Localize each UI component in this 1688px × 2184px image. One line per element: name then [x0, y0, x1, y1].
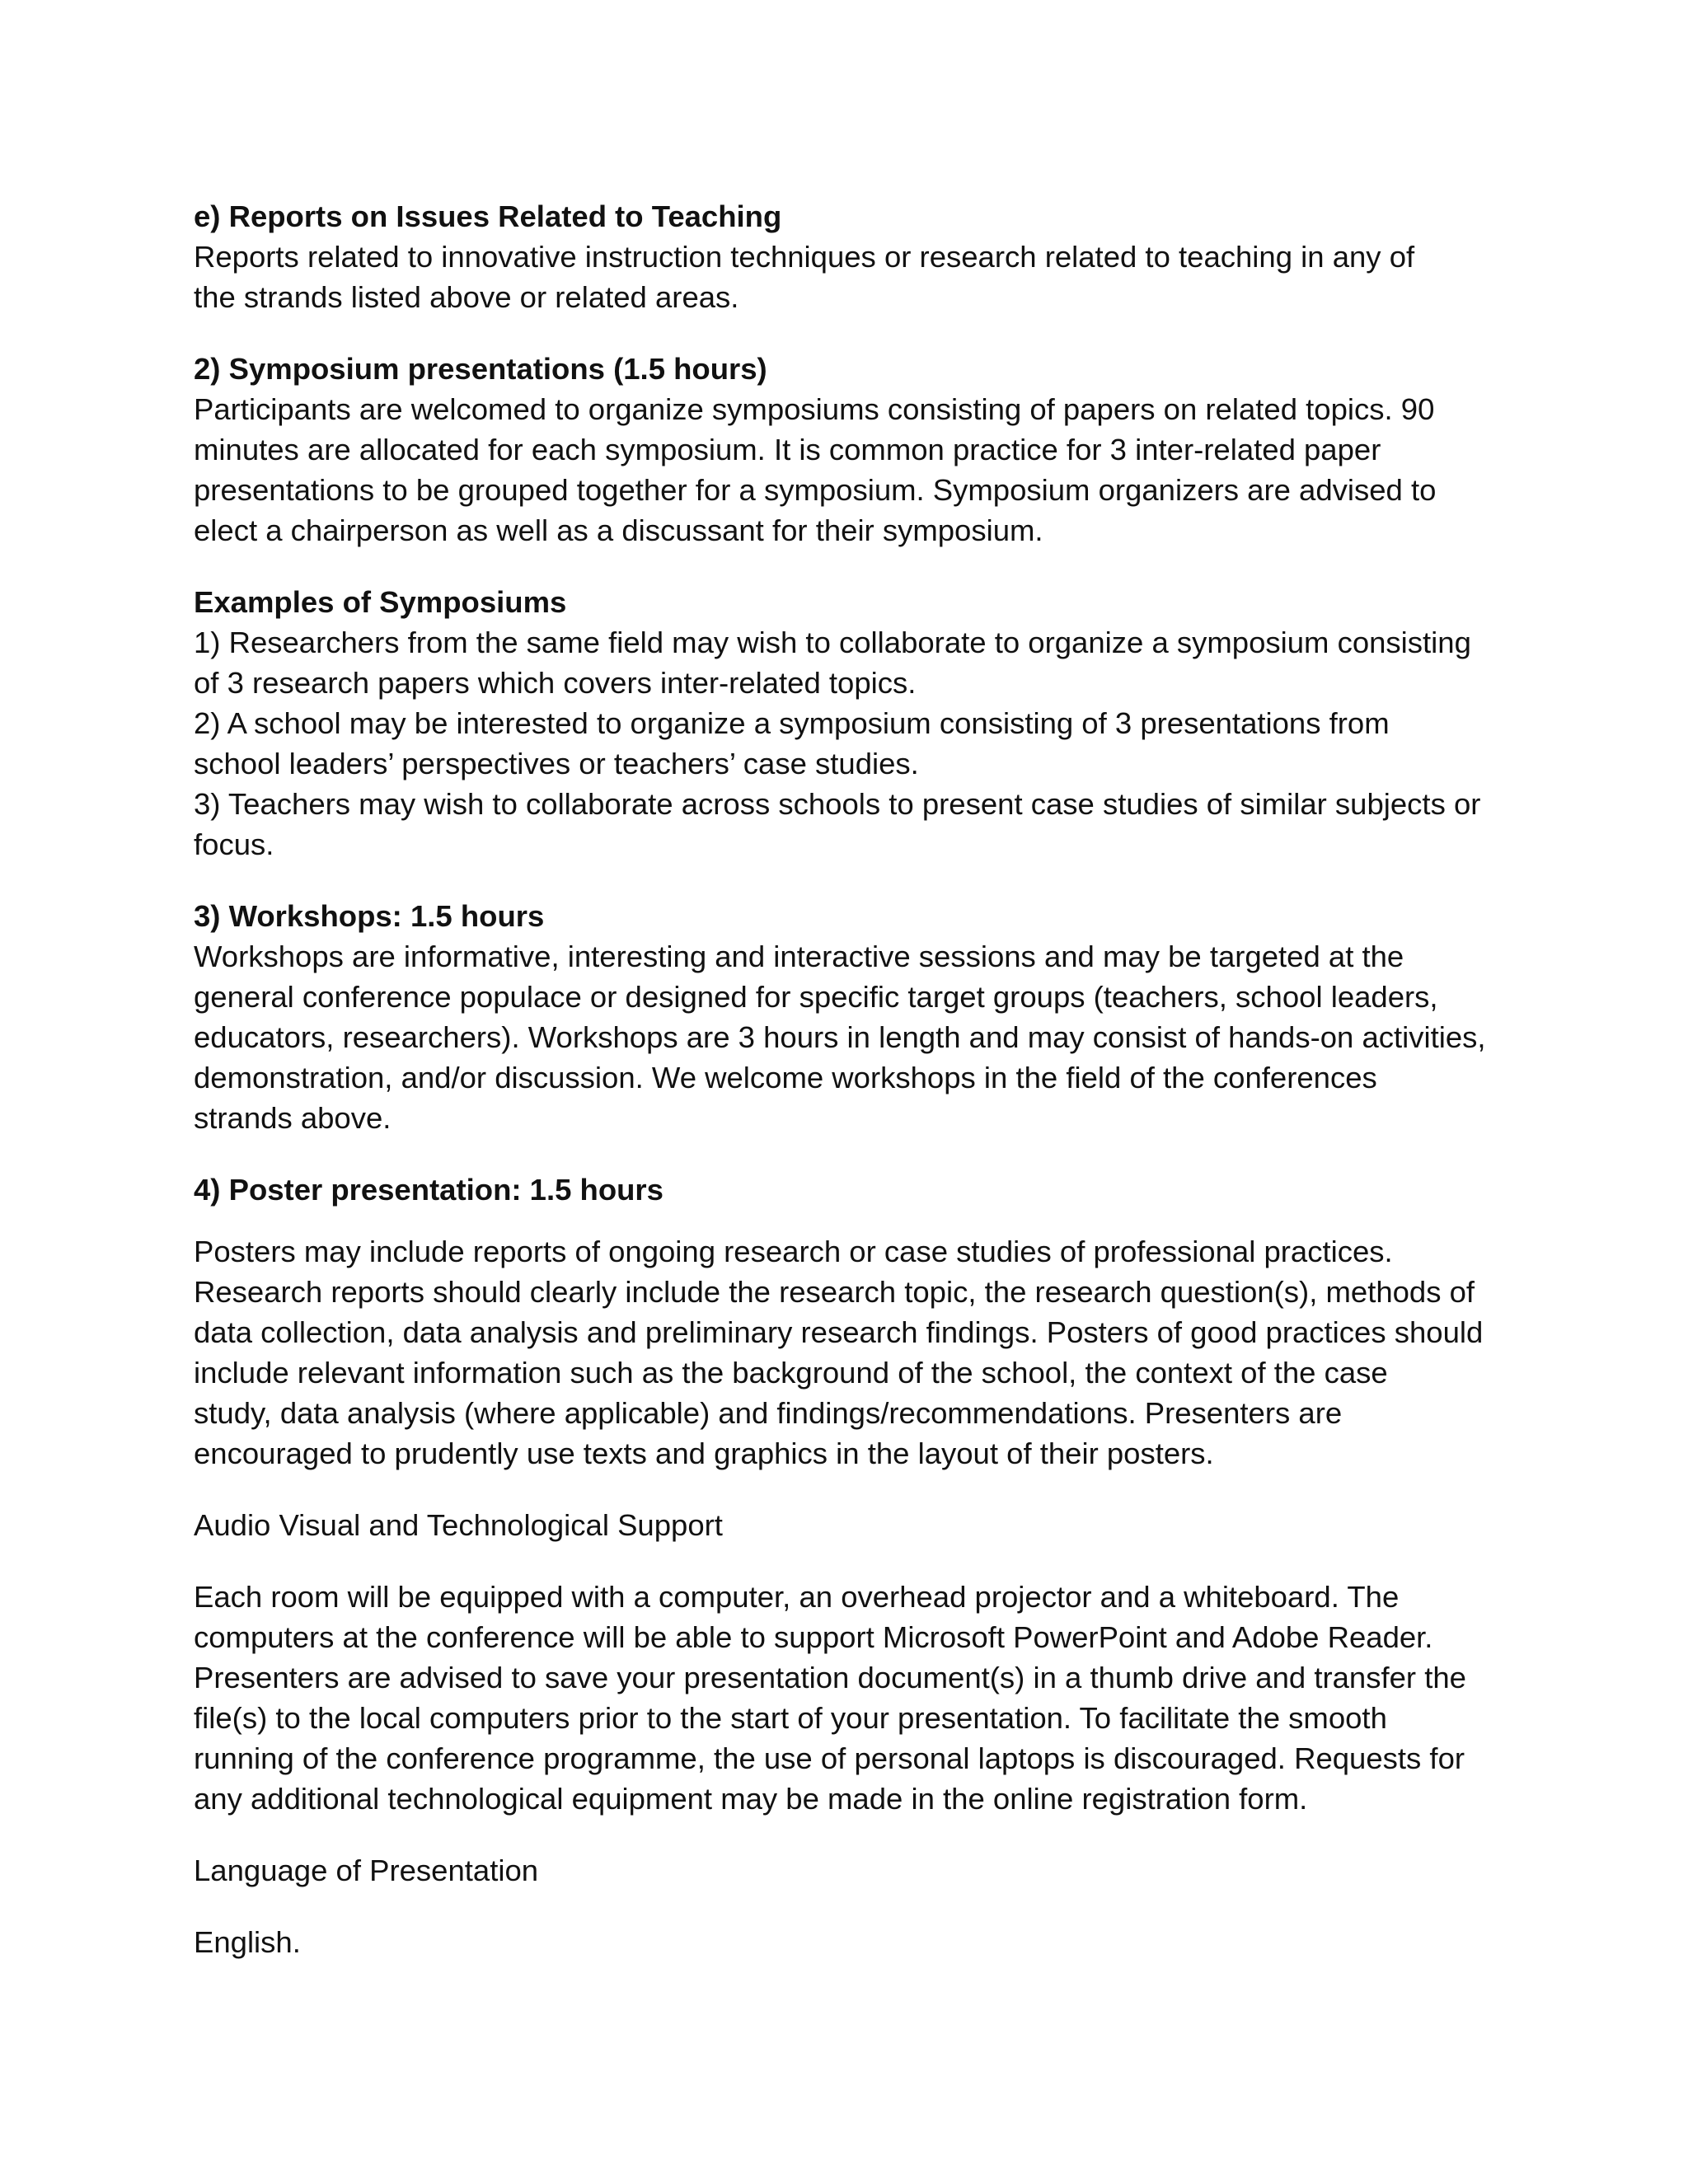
paragraph-gap	[194, 1138, 1512, 1169]
section-heading: 4) Poster presentation: 1.5 hours	[194, 1173, 663, 1207]
paragraph-gap	[194, 1819, 1512, 1850]
body-line: Participants are welcomed to organize symposiums consisting of papers on related topics. 90	[194, 392, 1435, 426]
paragraph-gap	[194, 865, 1512, 896]
body-line: any additional technological equipment may be made in the online registration form.	[194, 1782, 1308, 1816]
body-line: Workshops are informative, interesting and interactive sessions and may be targeted at the	[194, 940, 1404, 973]
body-line: 3) Teachers may wish to collaborate across schools to present case studies of similar subjects or	[194, 787, 1481, 821]
body-line: 1) Researchers from the same field may wish to collaborate to organize a symposium consisting	[194, 626, 1471, 659]
section-language	[194, 1850, 1512, 1962]
section-heading: Audio Visual and Technological Support	[194, 1508, 723, 1542]
section-symposium-examples	[194, 582, 1512, 865]
section-heading: Examples of Symposiums	[194, 585, 567, 619]
body-line: minutes are allocated for each symposium. It is common practice for 3 inter-related paper	[194, 433, 1381, 466]
section-av-support	[194, 1505, 1512, 1819]
body-line: data collection, data analysis and preliminary research findings. Posters of good practices should	[194, 1315, 1484, 1349]
section-poster	[194, 1169, 1512, 1474]
body-line: 2) A school may be interested to organize a symposium consisting of 3 presentations from	[194, 706, 1390, 740]
body-line: English.	[194, 1925, 301, 1959]
body-line: Each room will be equipped with a computer, an overhead projector and a whiteboard. The	[194, 1580, 1400, 1614]
body-line: focus.	[194, 827, 274, 861]
body-line: elect a chairperson as well as a discussant for their symposium.	[194, 513, 1043, 547]
body-line: Research reports should clearly include the research topic, the research question(s), methods of	[194, 1275, 1475, 1309]
document-page	[194, 196, 1512, 1962]
section-heading: 3) Workshops: 1.5 hours	[194, 899, 545, 933]
body-line: demonstration, and/or discussion. We welcome workshops in the field of the conferences	[194, 1061, 1377, 1094]
body-line: strands above.	[194, 1101, 392, 1135]
section-heading: 2) Symposium presentations (1.5 hours)	[194, 352, 767, 386]
body-line: of 3 research papers which covers inter-related topics.	[194, 666, 917, 700]
body-line: computers at the conference will be able to support Microsoft PowerPoint and Adobe Reader.	[194, 1620, 1433, 1654]
body-line: Posters may include reports of ongoing research or case studies of professional practices.	[194, 1235, 1393, 1268]
section-heading: Language of Presentation	[194, 1854, 539, 1887]
body-line: the strands listed above or related areas.	[194, 280, 739, 314]
body-line: file(s) to the local computers prior to the start of your presentation. To facilitate the smooth	[194, 1701, 1387, 1735]
section-workshops	[194, 896, 1512, 1138]
paragraph-gap	[194, 1210, 1512, 1231]
section-symposium	[194, 349, 1512, 551]
paragraph-gap	[194, 551, 1512, 582]
paragraph-gap	[194, 1545, 1512, 1577]
paragraph-gap	[194, 1474, 1512, 1505]
paragraph-gap	[194, 1891, 1512, 1922]
body-line: presentations to be grouped together for a symposium. Symposium organizers are advised to	[194, 473, 1437, 507]
body-line: running of the conference programme, the use of personal laptops is discouraged. Requests for	[194, 1741, 1465, 1775]
section-teaching-reports	[194, 196, 1512, 317]
body-line: Reports related to innovative instruction techniques or research related to teaching in any of	[194, 240, 1415, 274]
body-line: educators, researchers). Workshops are 3 hours in length and may consist of hands-on activities,	[194, 1020, 1486, 1054]
body-line: general conference populace or designed for specific target groups (teachers, school leaders,	[194, 980, 1438, 1014]
section-heading: e) Reports on Issues Related to Teaching	[194, 199, 782, 233]
body-line: encouraged to prudently use texts and graphics in the layout of their posters.	[194, 1436, 1214, 1470]
body-line: school leaders’ perspectives or teachers’ case studies.	[194, 747, 919, 780]
paragraph-gap	[194, 317, 1512, 349]
body-line: Presenters are advised to save your presentation document(s) in a thumb drive and transfer the	[194, 1661, 1466, 1694]
body-line: study, data analysis (where applicable) and findings/recommendations. Presenters are	[194, 1396, 1343, 1430]
body-line: include relevant information such as the background of the school, the context of the case	[194, 1356, 1388, 1390]
